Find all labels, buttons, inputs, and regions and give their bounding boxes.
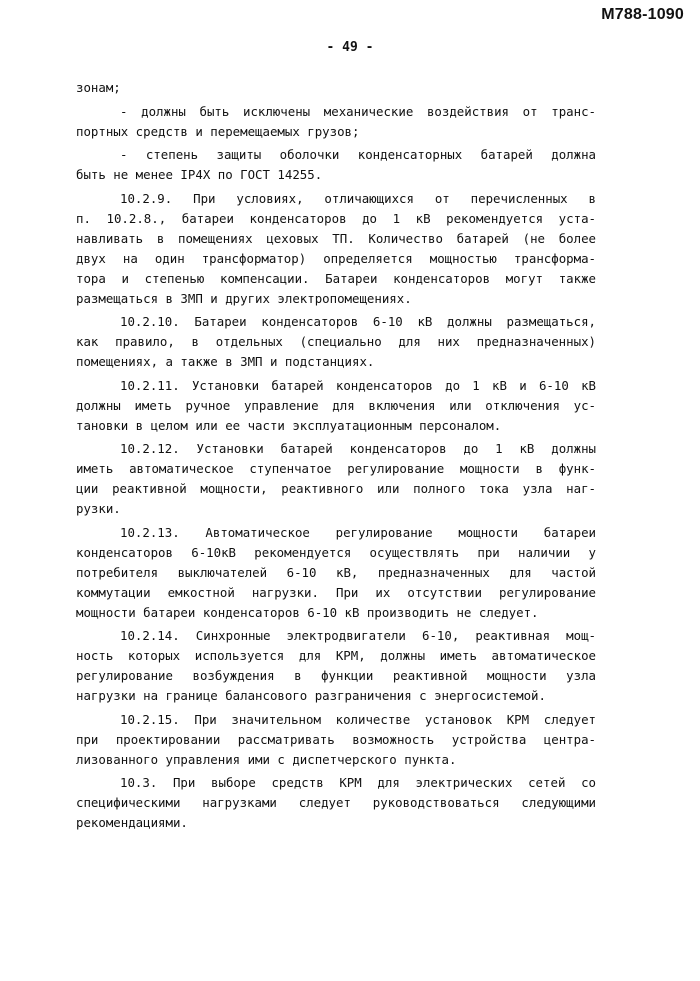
text-line: размещаться в ЗМП и других электропомещениях.	[76, 290, 412, 306]
paragraph	[76, 376, 596, 436]
text-line: 10.2.15. При значительном количестве установок КРМ следует	[120, 711, 596, 727]
text-line: зонам;	[76, 80, 121, 95]
paragraph	[76, 523, 596, 623]
text-line: 10.2.11. Установки батарей конденсаторов до 1 кВ и 6-10 кВ	[120, 377, 596, 393]
text-line: портных средств и перемещаемых грузов;	[76, 123, 360, 139]
text-line: 10.2.14. Синхронные электродвигатели 6-10, реактивная мощ-	[120, 628, 596, 643]
text-line: регулирование возбуждения в функции реактивной мощности узла	[76, 668, 596, 683]
text-line: потребителя выключателей 6-10 кВ, предназначенных для частой	[76, 564, 596, 580]
text-line: рекомендациями.	[76, 815, 188, 830]
text-line: иметь автоматическое ступенчатое регулирование мощности в функ-	[76, 461, 596, 476]
text-line: должны иметь ручное управление для включения или отключения ус-	[76, 397, 596, 413]
text-line: коммутации емкостной нагрузки. При их отсутствии регулирование	[76, 584, 596, 600]
text-line: 10.2.13. Автоматическое регулирование мощности батареи	[120, 524, 596, 540]
page-number: - 49 -	[326, 40, 374, 55]
text-line: нагрузки на границе балансового разграничения с энергосистемой.	[76, 688, 546, 703]
text-line: 10.3. При выборе средств КРМ для электрических сетей со	[120, 775, 596, 790]
text-line: п. 10.2.8., батареи конденсаторов до 1 кВ рекомендуется уста-	[76, 210, 596, 226]
document-body	[76, 78, 596, 833]
text-line: специфическими нагрузками следует руководствоваться следующими	[76, 795, 596, 810]
text-line: помещениях, а также в ЗМП и подстанциях.	[76, 354, 375, 369]
text-line: - степень защиты оболочки конденсаторных батарей должна	[120, 147, 596, 162]
text-line: при проектировании рассматривать возможность устройства центра-	[76, 731, 596, 747]
paragraph	[76, 312, 596, 372]
text-line: тора и степенью компенсации. Батареи конденсаторов могут также	[76, 270, 596, 286]
paragraph	[76, 102, 596, 142]
text-line: 10.2.9. При условиях, отличающихся от перечисленных в	[120, 190, 596, 206]
paragraph	[76, 145, 596, 185]
text-line: ции реактивной мощности, реактивного или полного тока узла наг-	[76, 481, 596, 496]
document-code: M788-1090	[601, 6, 684, 23]
paragraph	[76, 773, 596, 833]
text-line: - должны быть исключены механические воздействия от транс-	[120, 103, 596, 119]
text-line: двух на один трансформатор) определяется мощностью трансформа-	[76, 250, 596, 266]
paragraph	[76, 626, 596, 706]
paragraph	[76, 78, 596, 98]
paragraph	[76, 189, 596, 309]
text-line: быть не менее IP4X по ГОСТ 14255.	[76, 167, 323, 182]
text-line: как правило, в отдельных (специально для них предназначенных)	[76, 334, 596, 349]
text-line: конденсаторов 6-10кВ рекомендуется осуществлять при наличии у	[76, 544, 596, 560]
text-line: мощности батареи конденсаторов 6-10 кВ производить не следует.	[76, 604, 539, 620]
text-line: 10.2.12. Установки батарей конденсаторов до 1 кВ должны	[120, 441, 596, 456]
paragraph	[76, 710, 596, 770]
text-line: тановки в целом или ее части эксплуатационным персоналом.	[76, 417, 502, 433]
text-line: рузки.	[76, 501, 121, 516]
text-line: навливать в помещениях цеховых ТП. Количество батарей (не более	[76, 230, 596, 246]
text-line: ность которых используется для КРМ, должны иметь автоматическое	[76, 648, 596, 663]
text-line: лизованного управления ими с диспетчерского пункта.	[76, 751, 457, 767]
paragraph	[76, 439, 596, 519]
text-line: 10.2.10. Батареи конденсаторов 6-10 кВ должны размещаться,	[120, 314, 596, 329]
